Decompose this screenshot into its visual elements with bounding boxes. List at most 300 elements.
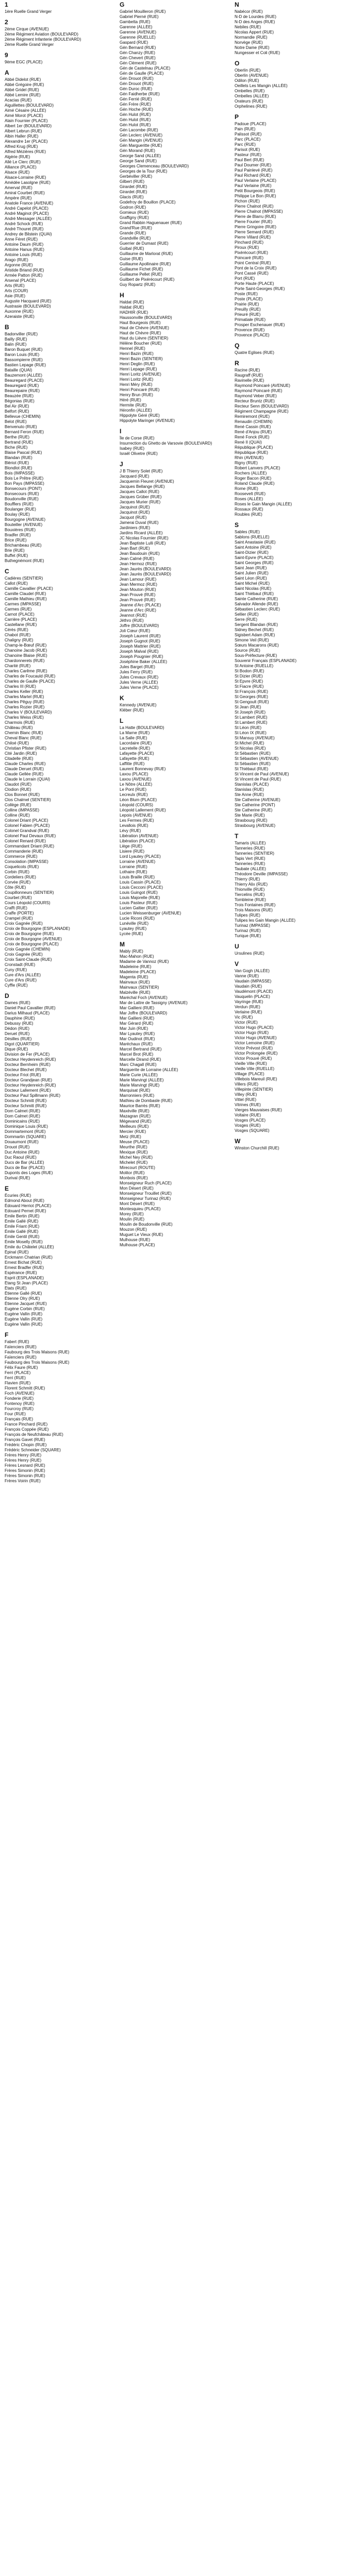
street-entry: République (PLACE) bbox=[235, 445, 273, 450]
street-entry: Carnot (PLACE) bbox=[5, 612, 35, 617]
street-entry: Rome (RUE) bbox=[235, 486, 258, 491]
section-letter: K bbox=[120, 694, 124, 702]
street-entry: Monseigneur Ruch (PLACE) bbox=[120, 1181, 172, 1185]
street-entry: Monbois (RUE) bbox=[120, 1176, 148, 1180]
street-entry: Lepois (AVENUE) bbox=[120, 813, 153, 818]
street-entry: Jean Jaurès (BOULEVARD) bbox=[120, 572, 171, 577]
street-entry: Maxéville (RUE) bbox=[120, 1109, 150, 1113]
street-entry: Bégonias (RUE) bbox=[5, 399, 35, 403]
street-entry: Eugène Vallin (RUE) bbox=[5, 1322, 43, 1327]
section-letter: E bbox=[5, 1185, 9, 1192]
street-entry: Meurthe (RUE) bbox=[120, 1145, 147, 1149]
street-entry: Poincaré (RUE) bbox=[235, 256, 264, 260]
street-entry: Montesquieu (PLACE) bbox=[120, 1207, 161, 1211]
street-entry: Jean Bart (RUE) bbox=[120, 546, 150, 551]
street-entry: Madeleine (PLACE) bbox=[120, 970, 156, 974]
street-entry: Lorraine (AVENUE) bbox=[120, 859, 156, 864]
street-entry: Glacis (RUE) bbox=[120, 195, 144, 199]
street-entry: Edouard Pernet (RUE) bbox=[5, 1209, 46, 1213]
street-entry: Monseigneur Trouillet (RUE) bbox=[120, 1191, 172, 1196]
street-entry: Ste Catherine (PONT) bbox=[235, 803, 275, 807]
street-entry: Recteur Bruntz (RUE) bbox=[235, 399, 275, 403]
street-entry: Pinchard (RUE) bbox=[235, 240, 264, 245]
street-entry: Digot (QUARTIER) bbox=[5, 1042, 40, 1046]
street-entry: Grand Rabbin Haguenauer (RUE) bbox=[120, 221, 182, 225]
section-n bbox=[235, 1, 345, 56]
street-entry: Gén Faidherbe (RUE) bbox=[120, 92, 160, 96]
street-entry: Hippolyte Géré (RUE) bbox=[120, 413, 160, 418]
street-entry: Division de Fer (PLACE) bbox=[5, 1052, 50, 1057]
street-entry: Frédéric Schneider (SQUARE) bbox=[5, 1448, 61, 1452]
street-entry: Saint Georges (RUE) bbox=[235, 561, 274, 565]
street-entry: Deruet (RUE) bbox=[5, 1031, 30, 1036]
street-entry: Fourcroy (RUE) bbox=[5, 1406, 34, 1411]
street-entry: Sergent Blandan (RUE) bbox=[235, 622, 278, 627]
street-entry: Bauzemont (ALLÉE) bbox=[5, 373, 42, 378]
street-entry: Édouard Herriot (PLACE) bbox=[5, 1204, 52, 1208]
street-entry: Jamerai Duval (RUE) bbox=[120, 520, 159, 525]
street-entry: Jacquot (RUE) bbox=[120, 515, 147, 520]
street-entry: Raymond Veber (RUE) bbox=[235, 394, 277, 398]
street-entry: Félix Faure (RUE) bbox=[5, 1365, 38, 1370]
street-entry: Émile Moselly (RUE) bbox=[5, 1240, 43, 1244]
street-entry: Citadelle (RUE) bbox=[5, 756, 34, 761]
street-entry: Azeraiste (RUE) bbox=[5, 314, 35, 319]
street-entry: Étienne Jacquet (RUE) bbox=[5, 1301, 47, 1306]
street-entry: Georges Clemenceau (BOULEVARD) bbox=[120, 164, 189, 168]
street-entry: Bois Le Prêtre (RUE) bbox=[5, 476, 44, 481]
street-entry: Arago (RUE) bbox=[5, 258, 28, 262]
street-entry: Gén Ferrié (RUE) bbox=[120, 97, 152, 101]
street-entry: La Hatte (BOULEVARD) bbox=[120, 725, 164, 730]
street-entry: Guibal (RUE) bbox=[120, 246, 144, 251]
street-entry: États (RUE) bbox=[5, 1286, 27, 1291]
street-entry: Espérance (RUE) bbox=[5, 1270, 37, 1275]
street-entry: Insurrection du Ghetto de Varsovie (BOULEVARD) bbox=[120, 441, 212, 446]
street-entry: Joséphine Baker (ALLÉE) bbox=[120, 659, 168, 664]
section-letter: 1 bbox=[5, 1, 8, 8]
street-entry: Bonsecours (RUE) bbox=[5, 492, 39, 496]
street-entry: Henri Loritz (RUE) bbox=[120, 377, 154, 382]
street-entry: Mably (RUE) bbox=[120, 949, 143, 954]
street-entry: Sébastien Leclerc (RUE) bbox=[235, 607, 280, 612]
street-entry: Pain (RUE) bbox=[235, 127, 256, 131]
street-entry: Le Nôtre (ALLÉE) bbox=[120, 782, 153, 787]
street-entry: Christian Pfister (RUE) bbox=[5, 746, 46, 751]
street-entry: St Thiébaut (RUE) bbox=[235, 767, 269, 771]
street-entry: Village (PLACE) bbox=[235, 1072, 264, 1076]
street-entry: Gerbéviller (RUE) bbox=[120, 174, 153, 179]
column-3 bbox=[230, 0, 348, 2576]
street-entry: Libération (PLACE) bbox=[120, 839, 155, 843]
section-letter: N bbox=[235, 1, 239, 8]
street-entry: Joseph Laurent (RUE) bbox=[120, 634, 161, 638]
section-letter: S bbox=[235, 521, 239, 529]
street-entry: Ernest Bichat (RUE) bbox=[5, 1260, 42, 1265]
street-entry: Ste Anne (RUE) bbox=[235, 792, 264, 797]
street-entry: Monseigneur Turinaz (RUE) bbox=[120, 1196, 171, 1201]
street-entry: Poste (PLACE) bbox=[235, 297, 263, 301]
section-a bbox=[5, 69, 112, 319]
street-entry: Norvège (RUE) bbox=[235, 40, 263, 45]
section-m bbox=[120, 941, 227, 1248]
street-entry: Baron Louis (RUE) bbox=[5, 352, 40, 357]
street-entry: Magenta (RUE) bbox=[120, 975, 148, 979]
street-entry: Brichambeau (RUE) bbox=[5, 543, 42, 548]
street-entry: Garenne (RUELLE) bbox=[120, 35, 156, 40]
street-entry: Claudot (RUE) bbox=[5, 782, 32, 787]
street-entry: Armée Patton (RUE) bbox=[5, 273, 43, 278]
street-entry: Étienne Gallé (RUE) bbox=[5, 1291, 42, 1296]
street-entry: Tanneries (RUE) bbox=[235, 846, 266, 851]
street-entry: Docteur Lallement (RUE) bbox=[5, 1088, 51, 1093]
street-entry: François Gavet (RUE) bbox=[5, 1437, 45, 1442]
street-entry: Docteur Grandjean (RUE) bbox=[5, 1078, 53, 1082]
street-entry: Guillaume Fichet (RUE) bbox=[120, 267, 163, 272]
street-entry: Côte (RUE) bbox=[5, 885, 26, 890]
street-entry: Charles Weiss (RUE) bbox=[5, 715, 44, 720]
street-list bbox=[5, 1001, 112, 1181]
street-entry: Erckmann Chatrian (RUE) bbox=[5, 1255, 53, 1260]
street-entry: Ferri (RUE) bbox=[5, 1376, 26, 1380]
street-entry: Nebiles (RUE) bbox=[235, 25, 261, 29]
section-i bbox=[120, 428, 227, 456]
street-entry: Corvée (RUE) bbox=[5, 880, 31, 885]
street-entry: Collège (RUE) bbox=[5, 803, 31, 807]
street-entry: Gén Hulot (RUE) bbox=[120, 123, 151, 127]
street-entry: Rigny (RUE) bbox=[235, 461, 258, 465]
street-entry: Eugène Vallin (RUE) bbox=[5, 1317, 43, 1321]
street-entry: Frères Voirin (RUE) bbox=[5, 1479, 41, 1483]
street-entry: André Capelot (PLACE) bbox=[5, 206, 48, 211]
street-entry: Orateurs (RUE) bbox=[235, 99, 263, 104]
street-entry: Pierre Villard (RUE) bbox=[235, 235, 271, 240]
street-entry: Molitor (RUE) bbox=[120, 1171, 145, 1175]
street-entry: Coupillonneurs (SENTIER) bbox=[5, 890, 54, 895]
street-entry: St Vincent de Paul (RUE) bbox=[235, 777, 281, 782]
street-entry: Brie (RUE) bbox=[5, 548, 25, 553]
street-entry: Gén Morand (RUE) bbox=[120, 148, 155, 153]
street-entry: J B Thierry Solet (RUE) bbox=[120, 469, 163, 473]
street-entry: Colonel Paul Devaux (RUE) bbox=[5, 834, 56, 838]
street-entry: Faïenciers (RUE) bbox=[5, 1345, 37, 1349]
street-entry: Mégevand (RUE) bbox=[120, 1119, 152, 1124]
street-entry: Louis Braille (RUE) bbox=[120, 875, 155, 879]
street-entry: Beauzée (RUE) bbox=[5, 394, 34, 398]
street-entry: Charmois (RUE) bbox=[5, 720, 35, 725]
section-o bbox=[235, 60, 345, 109]
street-entry: Buthegnémont (RUE) bbox=[5, 558, 44, 563]
street-entry: Moulin de Boudonville (RUE) bbox=[120, 1222, 173, 1227]
street-entry: Alfred Krug (RUE) bbox=[5, 144, 38, 149]
street-entry: Gén Duroc (RUE) bbox=[120, 87, 153, 91]
street-entry: Pasteur (RUE) bbox=[235, 152, 262, 157]
street-entry: Debussy (RUE) bbox=[5, 1021, 34, 1026]
street-entry: George Sand (RUE) bbox=[120, 159, 157, 163]
street-entry: Auguste Hacquard (RUE) bbox=[5, 299, 52, 303]
street-entry: Mulhouse (RUE) bbox=[120, 1238, 151, 1242]
street-entry: Duc Antoine (RUE) bbox=[5, 1150, 40, 1155]
street-entry: Thierry Alix (RUE) bbox=[235, 882, 268, 887]
street-entry: Chanoine Jacob (RUE) bbox=[5, 648, 47, 653]
street-entry: Isabey (RUE) bbox=[120, 446, 145, 451]
street-entry: Bellevue (CHEMIN) bbox=[5, 414, 41, 419]
street-entry: René Fonck (RUE) bbox=[235, 435, 270, 439]
street-entry: St Gengoult (RUE) bbox=[235, 700, 269, 704]
street-list bbox=[120, 300, 227, 423]
street-entry: St Dizier (RUE) bbox=[235, 674, 263, 679]
street-list bbox=[5, 1193, 112, 1327]
street-entry: Clos Bonnet (RUE) bbox=[5, 792, 40, 797]
street-entry: Docteur Blechet (RUE) bbox=[5, 1067, 47, 1072]
street-entry: Louis Guingot (RUE) bbox=[120, 890, 158, 895]
section-b bbox=[5, 324, 112, 564]
street-entry: Gén Margueritte (RUE) bbox=[120, 143, 162, 148]
street-entry: St Nicolas (RUE) bbox=[235, 746, 266, 751]
street-entry: Dédon (RUE) bbox=[5, 1026, 30, 1031]
street-entry: Palissot (RUE) bbox=[235, 132, 262, 137]
street-entry: St Sébastien (AVENUE) bbox=[235, 756, 279, 761]
street-entry: Marcelle Dirand (RUE) bbox=[120, 1057, 161, 1062]
street-entry: St Joseph (RUE) bbox=[235, 710, 266, 715]
street-entry: Arsenal (PLACE) bbox=[5, 278, 36, 283]
section-q bbox=[235, 342, 345, 355]
street-entry: Crampel (RUE) bbox=[5, 916, 33, 921]
street-entry: Jacques Grüber (RUE) bbox=[120, 495, 162, 499]
street-entry: Notre Dame (RUE) bbox=[235, 45, 270, 50]
street-entry: Vosges (PLACE) bbox=[235, 1118, 266, 1123]
street-entry: Sainte Catherine (RUE) bbox=[235, 597, 278, 601]
street-entry: Champ-le-Bœuf (RUE) bbox=[5, 643, 47, 648]
street-entry: Michel Ney (RUE) bbox=[120, 1155, 153, 1160]
street-entry: HADHIR (RUE) bbox=[120, 310, 148, 315]
street-entry: Dom Calmet (RUE) bbox=[5, 1114, 40, 1118]
street-entry: Cure d'Ars (ALLÉE) bbox=[5, 973, 41, 977]
street-entry: Thionville (RUE) bbox=[235, 887, 265, 892]
street-entry: Vaudémont (PLACE) bbox=[235, 989, 273, 994]
street-entry: Pierre Fourier (RUE) bbox=[235, 219, 273, 224]
street-entry: Marcel Brot (RUE) bbox=[120, 1052, 154, 1057]
street-entry: Roses le Gain Mangin (ALLÉE) bbox=[235, 502, 292, 506]
street-entry: Winston Churchill (RUE) bbox=[235, 1146, 279, 1150]
street-entry: Faubourg des Trois Maisons (RUE) bbox=[5, 1360, 70, 1365]
street-entry: Cheval Blanc (RUE) bbox=[5, 736, 42, 740]
street-entry: Prosper Eschenauer (RUE) bbox=[235, 323, 285, 327]
street-entry: Ampère (RUE) bbox=[5, 196, 32, 200]
street-entry: Colonel Renard (RUE) bbox=[5, 839, 46, 843]
street-entry: Dominicains (RUE) bbox=[5, 1119, 40, 1124]
street-entry: Gomieux (RUE) bbox=[120, 210, 149, 215]
street-entry: Paul Verlaine (PLACE) bbox=[235, 178, 276, 183]
section-letter: A bbox=[5, 69, 9, 76]
street-list bbox=[235, 530, 345, 828]
street-entry: Berthe (RUE) bbox=[5, 435, 30, 439]
street-entry: Duc Raoul (RUE) bbox=[5, 1155, 37, 1160]
street-entry: Frères Simonin (RUE) bbox=[5, 1473, 45, 1478]
street-entry: Tanneries (RUE) bbox=[235, 861, 266, 866]
street-entry: Raugraff (RUE) bbox=[235, 373, 263, 378]
street-entry: Nabécor (RUE) bbox=[235, 9, 263, 14]
section-v bbox=[235, 960, 345, 1133]
street-entry: Jean Prouvé (RUE) bbox=[120, 598, 156, 602]
street-entry: Sigisbert Adam (RUE) bbox=[235, 633, 275, 637]
street-entry: Jean Mouton (RUE) bbox=[120, 587, 156, 592]
street-entry: Gén Lacombe (RUE) bbox=[120, 128, 158, 132]
street-entry: Roland Claude (RUE) bbox=[235, 481, 275, 486]
street-entry: Charles de Foucauld (RUE) bbox=[5, 674, 56, 679]
street-entry: René Cassin (RUE) bbox=[235, 425, 271, 429]
street-entry: Sellier (RUE) bbox=[235, 612, 259, 617]
street-entry: St Lambert (RUE) bbox=[235, 715, 268, 720]
street-entry: Camille Claudel (RUE) bbox=[5, 591, 46, 596]
street-entry: Victor (RUE) bbox=[235, 1020, 258, 1025]
street-entry: Villebois Mareuil (RUE) bbox=[235, 1077, 277, 1081]
street-entry: Gilbert (RUE) bbox=[120, 179, 145, 184]
street-entry: Roger Bacon (RUE) bbox=[235, 476, 272, 481]
street-entry: Émile Bertin (RUE) bbox=[5, 1214, 40, 1218]
street-entry: Amiral Courbet (RUE) bbox=[5, 191, 45, 195]
street-entry: Haldat (RUE) bbox=[120, 300, 144, 304]
street-entry: Gén de Castelnau (PLACE) bbox=[120, 66, 171, 71]
street-entry: Vayringe (RUE) bbox=[235, 999, 263, 1004]
street-entry: Charles Rozier (RUE) bbox=[5, 705, 45, 709]
street-entry: Croix Saint-Claude (RUE) bbox=[5, 957, 52, 962]
street-entry: Paul Verlaine (RUE) bbox=[235, 183, 272, 188]
street-entry: Docteur Paul Spillmann (RUE) bbox=[5, 1093, 61, 1098]
street-entry: Claude Deruet (RUE) bbox=[5, 767, 44, 771]
street-entry: Robert Lanvers (PLACE) bbox=[235, 466, 280, 470]
street-entry: Nungesser et Coli (RUE) bbox=[235, 50, 280, 55]
street-list bbox=[235, 951, 345, 956]
street-entry: Lecreulx (RUE) bbox=[120, 792, 148, 797]
street-entry: Henri Méry (RUE) bbox=[120, 382, 153, 387]
street-entry: Guilbert de Pixérécourt (RUE) bbox=[120, 277, 175, 282]
street-entry: Victor Lemoine (RUE) bbox=[235, 1041, 275, 1045]
street-entry: Gén Chanzy (RUE) bbox=[120, 50, 155, 55]
street-entry: Clos Chalmel (SENTIER) bbox=[5, 798, 51, 802]
street-entry: Beauregard (PLACE) bbox=[5, 378, 44, 383]
street-entry: Fontenoy (RUE) bbox=[5, 1401, 35, 1406]
street-entry: Serre (RUE) bbox=[235, 617, 258, 622]
street-entry: JC Nicolas Fournier (RUE) bbox=[120, 536, 169, 540]
street-entry: Jean Calmé (RUE) bbox=[120, 556, 155, 561]
street-entry: Charité (RUE) bbox=[5, 664, 31, 668]
street-entry: Simone Veil (RUE) bbox=[235, 638, 269, 642]
street-entry: Vitrines (RUE) bbox=[235, 1103, 261, 1107]
street-entry: Jules Verne (PLACE) bbox=[120, 685, 159, 690]
street-list bbox=[120, 725, 227, 937]
section-letter: M bbox=[120, 941, 125, 948]
street-entry: Cité Jardin (RUE) bbox=[5, 751, 37, 756]
street-entry: Albert 1er (BOULEVARD) bbox=[5, 124, 52, 128]
street-list bbox=[235, 350, 345, 355]
street-entry: Guillaume Pellet (RUE) bbox=[120, 272, 162, 277]
street-entry: Turique (RUE) bbox=[235, 934, 261, 938]
street-entry: Héré (RUE) bbox=[120, 398, 141, 402]
street-entry: Haut du Lièvre (SENTIER) bbox=[120, 336, 169, 341]
street-entry: Bon Pays (IMPASSE) bbox=[5, 481, 44, 486]
street-entry: Pierre Chalnot (RUE) bbox=[235, 204, 274, 209]
street-entry: Faubourg des Trois Maisons (RUE) bbox=[5, 1350, 70, 1354]
street-entry: Saint Michel (RUE) bbox=[235, 581, 270, 586]
street-entry: Guerrier de Dumast (RUE) bbox=[120, 241, 169, 246]
street-entry: Claude le Lorrain (QUAI) bbox=[5, 777, 51, 782]
street-entry: Blaise Pascal (RUE) bbox=[5, 450, 42, 455]
street-entry: Haut de Chèvre (AVENUE) bbox=[120, 326, 169, 330]
street-entry: Gén Hulot (RUE) bbox=[120, 112, 151, 117]
street-entry: Craffe (PORTE) bbox=[5, 911, 34, 916]
street-entry: Léopold Lallement (RUE) bbox=[120, 808, 166, 812]
street-entry: Recteur Senn (BOULEVARD) bbox=[235, 404, 289, 409]
street-entry: St Jean (RUE) bbox=[235, 705, 261, 709]
street-entry: Camille Cavallier (PLACE) bbox=[5, 586, 53, 591]
street-entry: Henri Bazin (SENTIER) bbox=[120, 357, 163, 361]
street-list bbox=[235, 9, 345, 56]
street-entry: Jacquinot (RUE) bbox=[120, 505, 150, 510]
street-entry: Fabert (RUE) bbox=[5, 1340, 29, 1344]
street-entry: Jacquemin Fleuret (AVENUE) bbox=[120, 479, 174, 484]
street-entry: La Marne (RUE) bbox=[120, 731, 150, 735]
street-entry: Moulin (RUE) bbox=[120, 1217, 145, 1222]
street-entry: Bouxières (RUE) bbox=[5, 528, 36, 532]
street-entry: Pierre Semard (RUE) bbox=[235, 230, 274, 234]
street-entry: Foch (AVENUE) bbox=[5, 1391, 35, 1396]
street-entry: Gén de Gaulle (PLACE) bbox=[120, 71, 164, 76]
street-entry: Castellane (RUE) bbox=[5, 622, 37, 627]
street-entry: St Mansuy (AVENUE) bbox=[235, 736, 275, 740]
street-entry: Vittel (RUE) bbox=[235, 1097, 257, 1102]
street-entry: Émile Gentil (RUE) bbox=[5, 1234, 40, 1239]
street-entry: Kennedy (AVENUE) bbox=[120, 703, 157, 707]
section-letter: L bbox=[120, 717, 124, 724]
street-entry: 9ème EGC (PLACE) bbox=[5, 60, 43, 64]
street-entry: Jacques Callot (RUE) bbox=[120, 489, 159, 494]
street-entry: Grande (RUE) bbox=[120, 231, 146, 235]
section-letter: I bbox=[120, 428, 122, 435]
street-entry: Lafayette (RUE) bbox=[120, 756, 150, 761]
street-list bbox=[120, 469, 227, 690]
street-entry: Andrey de Bilstein (QUAI) bbox=[5, 232, 52, 236]
street-entry: St Lambert (RUE) bbox=[235, 720, 268, 725]
section-letter: J bbox=[120, 461, 123, 468]
street-entry: Jean Mermoz (RUE) bbox=[120, 582, 157, 587]
street-entry: Parc (PLACE) bbox=[235, 137, 261, 142]
section-c bbox=[5, 568, 112, 988]
street-entry: Louis Pasteur (RUE) bbox=[120, 901, 158, 905]
street-list bbox=[235, 969, 345, 1133]
section-s bbox=[235, 521, 345, 828]
street-entry: Belot (RUE) bbox=[5, 419, 27, 424]
street-entry: Docteur Friot (RUE) bbox=[5, 1073, 41, 1077]
street-entry: Chiloé (RUE) bbox=[5, 741, 29, 745]
street-entry: Cordeliers (RUE) bbox=[5, 875, 36, 879]
street-entry: Victor Prouvé (RUE) bbox=[235, 1056, 272, 1061]
street-entry: Ombelles (ALLÉE) bbox=[235, 94, 269, 98]
street-entry: Frères Henry (RUE) bbox=[5, 1453, 42, 1458]
street-entry: Ste Catherine (RUE) bbox=[235, 808, 273, 812]
street-entry: Mar Juin (RUE) bbox=[120, 1026, 148, 1031]
section-k bbox=[120, 694, 227, 713]
street-entry: Parc (RUE) bbox=[235, 142, 256, 147]
street-entry: Courbet (RUE) bbox=[5, 895, 32, 900]
street-entry: Anatole France (AVENUE) bbox=[5, 201, 54, 206]
street-entry: Aristide Briand (RUE) bbox=[5, 268, 44, 273]
street-entry: Trois Maisons (RUE) bbox=[235, 908, 273, 912]
street-entry: Nicolas Appert (RUE) bbox=[235, 30, 274, 35]
street-entry: Joseph Gugnot (RUE) bbox=[120, 639, 160, 643]
street-entry: André Thouret (RUE) bbox=[5, 227, 44, 231]
street-entry: Docteur Schmitt (RUE) bbox=[5, 1098, 47, 1103]
